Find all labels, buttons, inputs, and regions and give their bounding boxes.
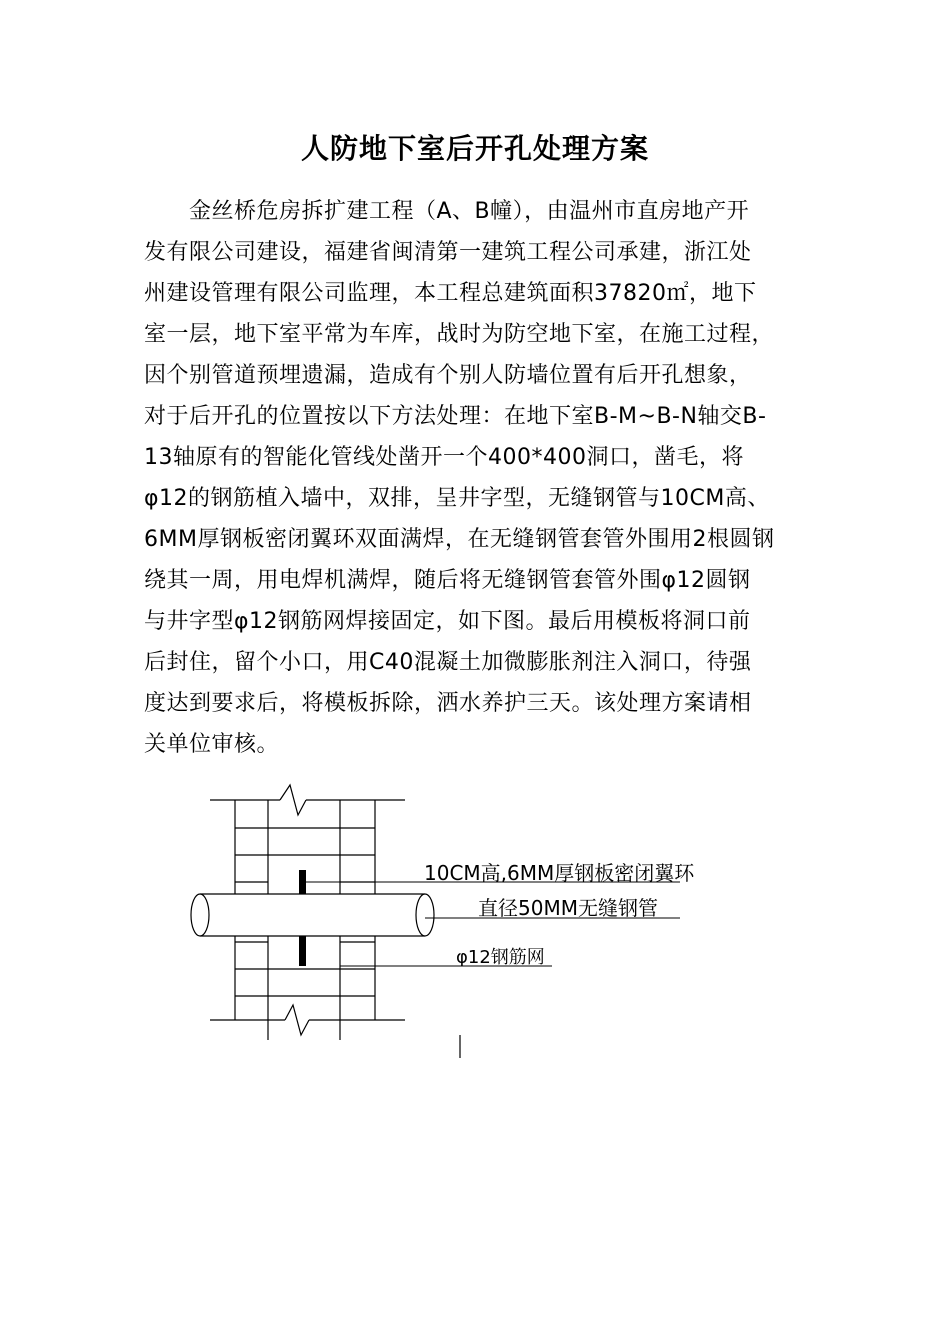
body-line: 6MM厚钢板密闭翼环双面满焊，在无缝钢管套管外围用2根圆钢 [144,527,775,552]
body-line: 州建设管理有限公司监理，本工程总建筑面积37820㎡，地下 [144,281,757,306]
document-title: 人防地下室后开孔处理方案 [300,132,649,165]
body-line: 与井字型φ12钢筋网焊接固定，如下图。最后用模板将洞口前 [144,609,751,634]
pipe-label: 直径50MM无缝钢管 [478,896,658,920]
body-line: 度达到要求后，将模板拆除，洒水养护三天。该处理方案请相 [144,691,752,716]
body-line: φ12的钢筋植入墙中，双排，呈井字型，无缝钢管与10CM高、 [144,486,770,511]
body-line: 发有限公司建设，福建省闽清第一建筑工程公司承建，浙江处 [144,240,752,265]
body-line: 室一层，地下室平常为车库，战时为防空地下室，在施工过程， [144,322,775,347]
body-line: 绕其一周，用电焊机满焊，随后将无缝钢管套管外围φ12圆钢 [144,568,751,593]
body-line: 金丝桥危房拆扩建工程（A、B幢），由温州市直房地产开 [144,199,750,224]
body-line: 对于后开孔的位置按以下方法处理：在地下室B-M~B-N轴交B- [144,404,767,429]
body-line: 后封住，留个小口，用C40混凝土加微膨胀剂注入洞口，待强 [144,650,752,675]
body-line: 因个别管道预埋遗漏，造成有个别人防墙位置有后开孔想象， [144,363,752,388]
mesh-label: φ12钢筋网 [456,947,545,968]
body-line: 13轴原有的智能化管线处凿开一个400*400洞口，凿毛，将 [144,445,744,470]
seamless-steel-pipe [191,894,434,936]
body-line: 关单位审核。 [144,732,280,757]
ring-label: 10CM高,6MM厚钢板密闭翼环 [424,861,695,885]
